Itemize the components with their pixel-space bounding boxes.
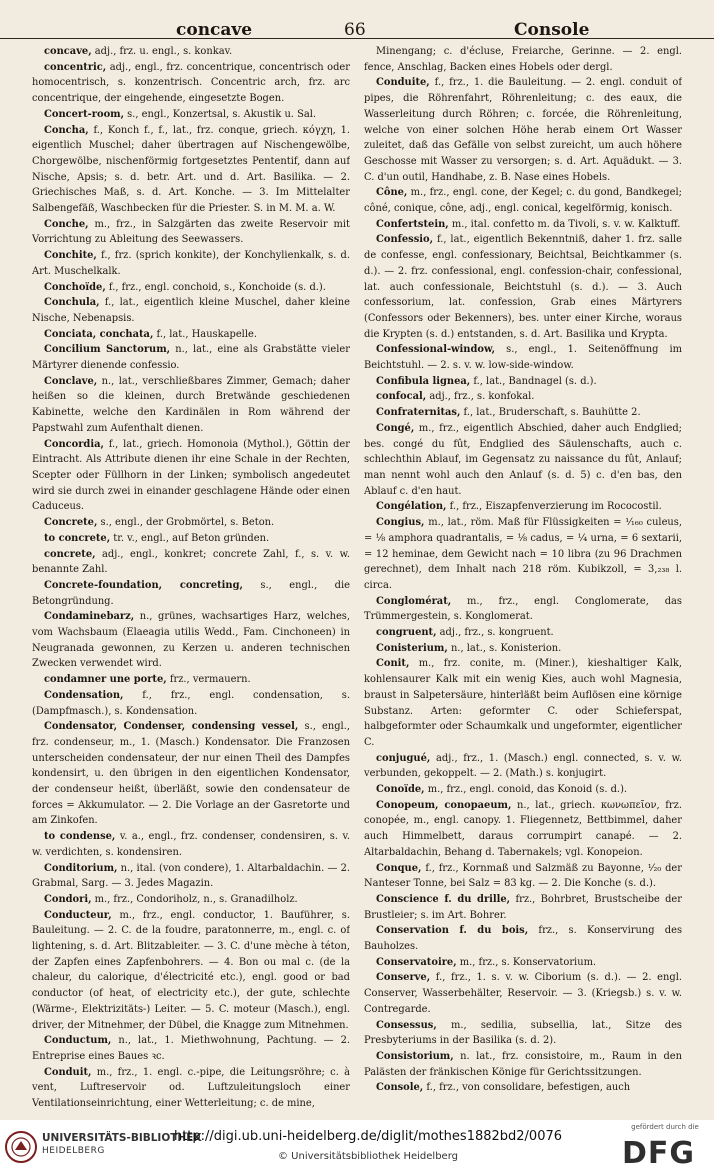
entry-headword: Congius,	[376, 517, 425, 529]
dictionary-entry	[32, 578, 350, 609]
viewer-footer	[0, 1120, 714, 1173]
entry-definition: n., lat., s. Konisterion.	[447, 642, 562, 654]
dictionary-entry	[364, 955, 682, 971]
dictionary-entry	[364, 389, 682, 405]
entry-definition: f., frz., 1. s. v. w. Ciborium (s. d.). — 2. engl. Conserver, Wasserbehälter, Reservoir. — 3. (Kriegsb.) s. v. w. Contregarde.	[364, 972, 682, 1015]
dictionary-entry	[364, 1049, 682, 1080]
dictionary-entry	[364, 625, 682, 641]
entry-headword: Condensation,	[44, 689, 124, 701]
entry-headword: concave,	[44, 46, 92, 57]
entry-headword: Confraternitas,	[376, 407, 461, 419]
university-city: HEIDELBERG	[42, 1146, 105, 1156]
entry-definition: f., frz., Eiszapfenverzierung im Rococostil.	[446, 501, 662, 513]
entry-definition: m., frz., engl. cone, der Kegel; c. du gond, Bandkegel; côné, conique, cône, adj., engl. conical, kegelförmig, konisch.	[364, 187, 682, 215]
entry-definition: f., frz., von consolidare, befestigen, auch	[423, 1082, 631, 1094]
dictionary-entry	[32, 672, 350, 688]
entry-definition: m., frz., s. Konservatorium.	[456, 956, 597, 968]
entry-definition: f., lat., eigentlich kleine Muschel, daher kleine Nische, Nebenapsis.	[32, 297, 350, 324]
entry-headword: conjugué,	[376, 752, 431, 764]
entry-headword: concrete,	[44, 548, 96, 560]
entry-headword: Conclave,	[44, 375, 98, 387]
entry-definition: f., frz., engl. conchoid, s., Konchoide (s. d.).	[105, 281, 326, 293]
dictionary-entry	[32, 44, 350, 60]
entry-headword: Condaminebarz,	[44, 611, 135, 623]
entry-definition: m., frz., 1. engl. c.-pipe, die Leitungsröhre; c. à vent, Luftreservoir od. Luftzuleitungsloch einer Ventilationseinrichtung, einer Wetterleitung; c. de mine,	[32, 1066, 350, 1110]
dictionary-entry	[364, 751, 682, 782]
entry-headword: Conchula,	[44, 297, 100, 309]
dictionary-entry	[364, 861, 682, 892]
dictionary-entry	[32, 123, 350, 217]
entry-definition: m., lat., röm. Maß für Flüssigkeiten = ¹⁄₁₆₀ culeus, = ⅛ amphora quadrantalis, = ⅛ cadus, = ¼ urna, = 6 sextarii, = 12 heminae, dem Gewicht nach = 10 libra (zu 96 Drachmen gerechnet), dem Inhalt nach 218 röm. Kubikzoll, = 3,₂₃₈ l. circa.	[364, 517, 682, 591]
entry-definition: frz., Bohrbret, Brustscheibe der Brustleier; s. im Art. Bohrer.	[364, 893, 682, 921]
entry-headword: congruent,	[376, 627, 437, 639]
entry-headword: Concrete-foundation, concreting,	[44, 579, 243, 591]
university-seal-icon	[4, 1130, 38, 1164]
dictionary-entry	[364, 782, 682, 798]
dictionary-entry	[364, 185, 682, 216]
entry-definition: m., frz. conite, m. (Miner.), kieshaltiger Kalk, kohlensaurer Kalk mit ein wenig Kies, auch wohl Magnesia, braust in Salpetersäure, hinterläßt beim Auflösen eine körnige Substanz. Arten: geformter C. oder Schieferspat, halbgeformter oder Schaumkalk und ungeformter, eigentlicher C.	[364, 658, 682, 748]
entry-headword: Cône,	[376, 187, 408, 199]
university-name: UNIVERSITÄTS-BIBLIOTHEK	[42, 1132, 202, 1144]
dictionary-entry	[32, 295, 350, 326]
page-number: 66	[344, 20, 366, 40]
entry-definition: m., frz., eigentlich Abschied, daher auch Endglied; bes. congé du fût, Endglied des Säulenschafts, auch c. schlechthin Ablauf, im Gegensatz zu naissance du fût, Anlauf; man nennt wohl auch den Anlauf (s. d. 5) c. d'en bas, den Ablauf c. d'en haut.	[364, 422, 682, 497]
entry-definition: n., lat., verschließbares Zimmer, Gemach; daher heißen so die kleinen, durch Bretwände geschiedenen Kabinette, welche den Kardinälen in Rom während der Papstwahl zum Aufenthalt dienen.	[32, 375, 350, 434]
copyright-notice: © Universitätsbibliothek Heidelberg	[277, 1151, 458, 1162]
dictionary-entry	[32, 107, 350, 123]
dictionary-entry	[32, 1065, 350, 1112]
entry-headword: Console,	[376, 1082, 424, 1094]
entry-headword: Confibula lignea,	[376, 375, 471, 387]
entry-definition: f., frz. (sprich konkite), der Konchylienkalk, s. d. Art. Muschelkalk.	[32, 250, 350, 277]
left-column	[32, 44, 350, 1112]
entry-headword: Conglomérat,	[376, 595, 452, 607]
entry-definition: adj., frz., s. kongruent.	[436, 627, 554, 639]
entry-definition: frz., s. Konservirung des Bauholzes.	[364, 925, 682, 953]
entry-headword: Congé,	[376, 422, 415, 434]
dictionary-entry	[364, 405, 682, 421]
entry-headword: Confertstein,	[376, 218, 449, 230]
entry-headword: Conscience f. du drille,	[376, 893, 511, 905]
entry-headword: to condense,	[44, 831, 116, 843]
dictionary-entry	[364, 421, 682, 500]
entry-headword: Concilium Sanctorum,	[44, 344, 171, 356]
entry-headword: Conciata, conchata,	[44, 328, 154, 340]
entry-definition: s., engl., der Grobmörtel, s. Beton.	[97, 517, 275, 529]
entry-headword: Conduite,	[376, 77, 430, 89]
dictionary-entry	[364, 594, 682, 625]
dictionary-entry	[364, 499, 682, 515]
entry-definition: m., sedilia, subsellia, lat., Sitze des Presbyteriums in der Basilika (s. d. 2).	[364, 1019, 682, 1047]
entry-headword: Concha,	[44, 124, 89, 136]
entry-definition: frz., vermauern.	[166, 674, 251, 686]
dictionary-entry	[32, 908, 350, 1034]
entry-headword: Conchoïde,	[44, 281, 106, 293]
entry-headword: confocal,	[376, 391, 427, 403]
entry-definition: s., engl., Konzertsal, s. Akustik u. Sal.	[124, 108, 317, 120]
dictionary-entry	[364, 374, 682, 390]
entry-headword: Conservation f. du bois,	[376, 925, 529, 937]
entry-definition: n. lat., frz. consistoire, m., Raum in den Palästen der fränkischen Könige für Gerichtssitzungen.	[364, 1051, 682, 1078]
entry-headword: Conit,	[376, 658, 410, 670]
entry-headword: Confessio,	[376, 234, 434, 246]
dictionary-entry	[364, 1018, 682, 1049]
dictionary-entry	[364, 515, 682, 594]
entry-definition: adj., engl., konkret; concrete Zahl, f., s. v. w. benannte Zahl.	[32, 548, 350, 576]
dictionary-entry	[32, 892, 350, 908]
entry-headword: Conduit,	[44, 1066, 92, 1078]
permalink[interactable]: http://digi.ub.uni-heidelberg.de/diglit/mothes1882bd2/0076	[173, 1129, 563, 1144]
dictionary-entry	[32, 342, 350, 373]
entry-definition: s., engl., die Betongründung.	[32, 579, 350, 607]
entry-definition: f., lat., Hauskapelle.	[153, 328, 257, 340]
dictionary-entry	[364, 656, 682, 750]
dictionary-entry	[364, 217, 682, 233]
dictionary-entry	[32, 374, 350, 437]
entry-definition: m., frz., engl. Conglomerate, das Trümmergestein, s. Konglomerat.	[364, 595, 682, 623]
entry-headword: Conserve,	[376, 972, 431, 984]
dictionary-entry	[32, 531, 350, 547]
entry-headword: Concordia,	[44, 438, 104, 450]
dictionary-entry	[32, 437, 350, 516]
dictionary-entry	[32, 861, 350, 892]
dictionary-entry	[32, 60, 350, 107]
entry-headword: concentric,	[44, 61, 107, 73]
entry-definition: f., lat., eigentlich Bekenntniß, daher 1. frz. salle de confesse, engl. confessionary, Beichtsal, Beichtkammer (s. d.). — 2. frz. confessional, engl. confession-chair, confessional, lat. auch confessionale, Beichtstuhl (s. d.). — 3. Auch confessorium, lat. confession, Grab eines Märtyrers (Confessors oder Bekenners), bes. unter einer Kirche, woraus die Krypten (s. d.) entstanden, s. d. Art. Basilika und Krypta.	[364, 234, 682, 340]
dictionary-entry	[32, 719, 350, 829]
dictionary-entry	[32, 547, 350, 578]
header-left-word: concave	[176, 20, 253, 40]
dictionary-entry	[364, 342, 682, 373]
dictionary-entry	[364, 798, 682, 861]
entry-headword: Consessus,	[376, 1019, 437, 1031]
entry-definition: n., lat., 1. Miethwohnung, Pachtung. — 2. Entreprise eines Baues ꝛc.	[32, 1035, 350, 1062]
entry-headword: Condensator, Condenser, condensing vessel,	[44, 721, 299, 733]
entry-headword: condamner une porte,	[44, 674, 167, 686]
entry-definition: m., frz., engl. conoid, das Konoid (s. d.).	[424, 784, 628, 796]
right-column	[364, 44, 682, 1112]
dictionary-entry	[364, 232, 682, 342]
dictionary-entry	[364, 892, 682, 923]
entry-headword: Concert-room,	[44, 108, 125, 120]
dictionary-entry	[32, 280, 350, 296]
dictionary-entry	[364, 641, 682, 657]
entry-headword: Conductum,	[44, 1035, 112, 1047]
dictionary-entry	[32, 515, 350, 531]
entry-definition: n., ital. (von condere), 1. Altarbaldachin. — 2. Grabmal, Sarg. — 3. Jedes Magazin.	[32, 862, 350, 890]
dictionary-entry	[32, 688, 350, 719]
entry-headword: Conisterium,	[376, 642, 448, 654]
entry-definition: f., frz., engl. condensation, s. (Dampfmasch.), s. Kondensation.	[32, 689, 350, 717]
dictionary-entry	[32, 1033, 350, 1064]
dictionary-entry	[32, 327, 350, 343]
entry-headword: Confessional-window,	[376, 344, 496, 356]
dictionary-entry	[32, 217, 350, 248]
entry-definition: m., frz., in Salzgärten das zweite Reservoir mit Vorrichtung zu Ableitung des Seewassers.	[32, 218, 350, 246]
entry-definition: f., lat., Bandnagel (s. d.).	[470, 375, 597, 387]
entry-definition: adj., frz. u. engl., s. konkav.	[91, 46, 233, 57]
entry-definition: v. a., engl., frz. condenser, condensiren, s. v. w. verdichten, s. kondensiren.	[32, 831, 350, 858]
dictionary-entry	[32, 829, 350, 860]
entry-headword: Conservatoire,	[376, 956, 457, 968]
dictionary-entry	[364, 970, 682, 1017]
entry-definition: f., lat., griech. Homonoia (Mythol.), Göttin der Eintracht. Als Attribute dienen ihr eine Schale in der Rechten, Scepter oder Füllhorn in der Linken; symbolisch angedeutet wird sie durch zwei in einander geschlagene Hände oder einen Caduceus.	[32, 438, 350, 513]
dictionary-entry	[364, 75, 682, 185]
entry-definition: f., frz., 1. die Bauleitung. — 2. engl. conduit of pipes, die Röhrenfahrt, Röhrenleitung; c. des eaux, die Wasserleitung durch Röhren; c. forcée, die Röhrenleitung, welche von einer solchen Höhe herab einem Ort Wasser zuleitet, daß das Gefälle von selbst zureicht, um auch höhere Geschosse mit Wasser zu versorgen; s. d. Art. Aquädukt. — 3. C. d'un outil, Handhabe, z. B. Nase eines Hobels.	[364, 77, 682, 183]
entry-definition: n., lat., eine als Grabstätte vieler Märtyrer dienende confessio.	[32, 344, 350, 372]
dictionary-entry	[32, 609, 350, 672]
entry-definition: f., frz., Kornmaß und Salzmäß zu Bayonne, ¹⁄₂₀ der Nanteser Tonne, bei Salz = 83 kg. — 2. Die Konche (s. d.).	[364, 862, 682, 890]
header-right-word: Console	[514, 20, 590, 40]
entry-headword: Conditorium,	[44, 862, 118, 874]
entry-definition: n., lat., griech. κωνωπεῖον, frz. conopée, m., engl. canopy. 1. Fliegennetz, Bettbimmel, daher auch Himmelbett, daraus corrumpirt canapé. — 2. Altarbaldachin, Behang d. Tabernakels; vgl. Konopeion.	[364, 799, 682, 858]
entry-definition: f., lat., Bruderschaft, s. Bauhütte 2.	[460, 407, 641, 419]
entry-definition: m., frz., Condoriholz, n., s. Granadilholz.	[91, 893, 298, 905]
dictionary-entry	[364, 1080, 682, 1096]
entry-headword: Conque,	[376, 862, 422, 874]
entry-definition: adj., frz., 1. (Masch.) engl. connected, s. v. w. verbunden, gekoppelt. — 2. (Math.) s. konjugirt.	[364, 752, 682, 780]
entry-headword: Consistorium,	[376, 1051, 454, 1062]
entry-definition: tr. v., engl., auf Beton gründen.	[110, 532, 270, 544]
entry-definition: m., ital. confetto m. da Tivoli, s. v. w. Kalktuff.	[448, 218, 681, 230]
entry-headword: Condori,	[44, 893, 92, 905]
entry-headword: to concrete,	[44, 532, 111, 544]
dictionary-entry	[364, 923, 682, 954]
entry-definition: s., engl., 1. Seitenöffnung im Beichtstuhl. — 2. s. v. w. low-side-window.	[364, 344, 682, 372]
entry-definition: n., grünes, wachsartiges Harz, welches, vom Wachsbaum (Elaeagia utilis Wedd., Fam. Cinchoneen) in Neugranada gewonnen, zu Kerzen u. anderen technischen Zwecken verwendet wird.	[32, 611, 350, 670]
entry-definition: adj., frz., s. konfokal.	[426, 391, 535, 403]
entry-definition: m., frz., engl. conductor, 1. Bauführer, s. Bauleitung. — 2. C. de la foudre, paratonnerre, m., engl. c. of lightening, s. d. Art. Blitzableiter. — 3. C. d'une mèche à téton, der Zapfen eines Zapfenbohrers. — 4. Bon ou mal c. (de la chaleur, du calorique, d'électricité etc.), engl. good or bad conductor (of heat, of electricity etc.), der gute, schlechte (Wärme-, Elektrizitäts-) Leiter. — 5. C. moteur (Masch.), engl. driver, der Mitnehmer, der Dübel, die Knagge zum Mitnehmen.	[32, 909, 350, 1031]
entry-definition: f., Konch f., f., lat., frz. conque, griech. κόγχη, 1. eigentlich Muschel; daher übertragen auf Nischengewölbe, Chorgewölbe, nischenförmig fortgesetztes Pententif, dann auf Nische, Apsis; s. d. betr. Art. und d. Art. Basilika. — 2. Griechisches Maß, s. d. Art. Konche. — 3. Im Mittelalter Salbengefäß, Waschbecken für die Priester. S. in M. M. a. W.	[32, 124, 350, 215]
entry-definition: adj., engl., frz. concentrique, concentrisch oder homocentrisch, s. konzentrisch. Concentric arch, frz. arc concentrique, der eingehende, eingesetzte Bogen.	[32, 61, 350, 105]
entry-definition: s., engl., frz. condenseur, m., 1. (Masch.) Kondensator. Die Franzosen unterscheiden condensateur, der nur einen Theil des Dampfes kondensirt, u. den übrigen in den eigentlichen Kondensator, der condenseur heißt, überläßt, sowie den condensateur de forces = Akkumulator. — 2. Die Vorlage an der Gasretorte und am Zinkofen.	[32, 721, 350, 827]
entry-headword: Congélation,	[376, 501, 447, 513]
entry-headword: Conducteur,	[44, 909, 112, 921]
dictionary-entry	[364, 44, 682, 75]
entry-definition: Minengang; c. d'écluse, Freiarche, Gerinne. — 2. engl. fence, Anschlag, Backen eines Hobels oder dergl.	[364, 46, 682, 73]
entry-headword: Conchite,	[44, 250, 97, 262]
funder-note: gefördert durch die	[631, 1123, 699, 1131]
dictionary-entry	[32, 248, 350, 279]
entry-headword: Concrete,	[44, 517, 98, 529]
entry-headword: Conopeum, conopaeum,	[376, 799, 512, 811]
dfg-logo[interactable]: DFG	[622, 1136, 696, 1171]
page-header	[0, 6, 714, 39]
entry-headword: Conche,	[44, 218, 89, 230]
entry-headword: Conoïde,	[376, 784, 425, 796]
